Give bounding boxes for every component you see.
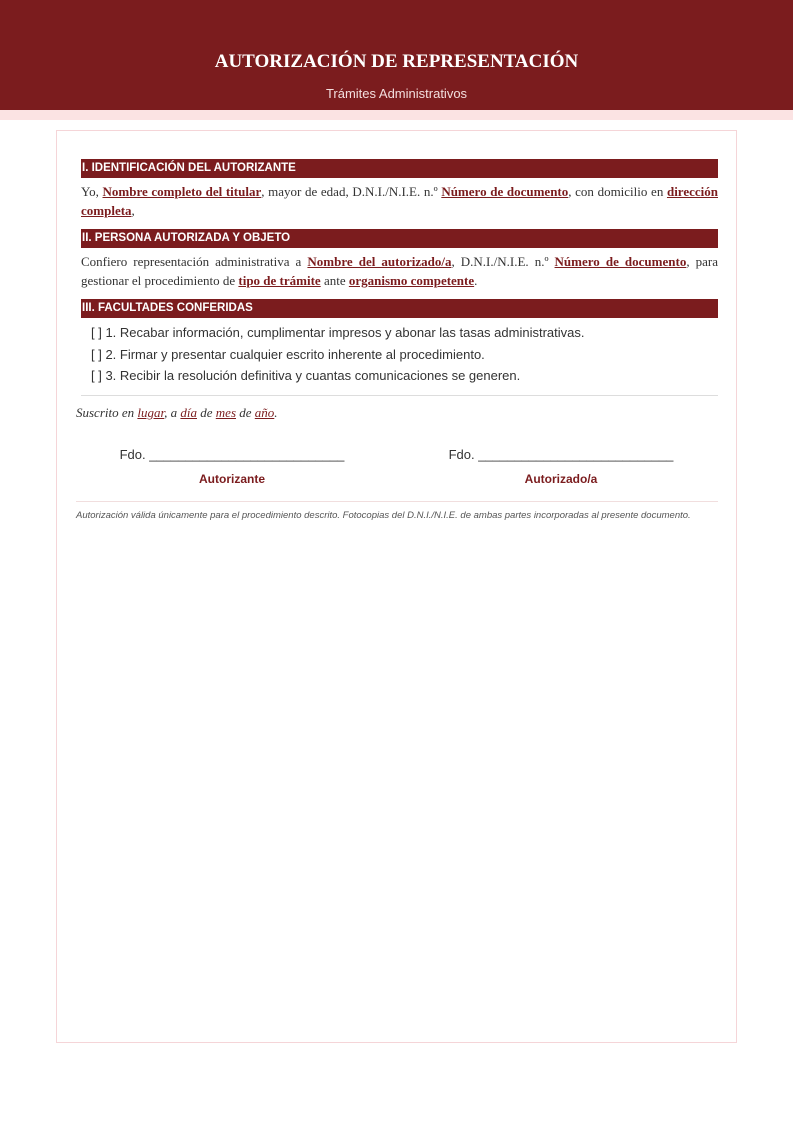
text: , a bbox=[164, 404, 181, 420]
section-heading: III. FACULTADES CONFERIDAS bbox=[81, 299, 718, 318]
field-month[interactable]: mes bbox=[215, 404, 236, 420]
text: , mayor de edad, D.N.I./N.I.E. n.º bbox=[261, 184, 442, 199]
field-holder-id[interactable]: Número de documento bbox=[441, 184, 569, 199]
field-agency[interactable]: organismo competente bbox=[348, 273, 475, 288]
text: Confiero representación administrativa a bbox=[81, 254, 308, 269]
power-checkbox-item[interactable]: [ ] 1. Recabar información, cumplimentar impresos y abonar las tasas administrativas. bbox=[91, 325, 585, 340]
document-subtitle: Trámites Administrativos bbox=[325, 86, 468, 101]
section-heading: II. PERSONA AUTORIZADA Y OBJETO bbox=[81, 229, 718, 248]
field-place[interactable]: lugar bbox=[137, 404, 165, 420]
text: de bbox=[197, 404, 216, 420]
document-title: AUTORIZACIÓN DE REPRESENTACIÓN bbox=[214, 51, 579, 72]
field-holder-name[interactable]: Nombre completo del titular bbox=[102, 184, 262, 199]
field-authorized-name[interactable]: Nombre del autorizado/a bbox=[307, 254, 452, 269]
footer-note: Autorización válida únicamente para el procedimiento descrito. Fotocopias del D.N.I./N.I.E. de ambas partes incorporadas al presente documento. bbox=[76, 501, 718, 524]
text: , para gestionar el procedimiento de bbox=[81, 254, 718, 288]
text: , bbox=[131, 203, 135, 218]
text: . bbox=[474, 273, 478, 288]
signing-date-line bbox=[76, 405, 718, 421]
authorizer-paragraph bbox=[81, 182, 718, 220]
signature-role: Autorizante bbox=[199, 472, 265, 486]
header-accent-strip bbox=[0, 110, 793, 120]
signature-role: Autorizado/a bbox=[524, 472, 598, 486]
divider bbox=[81, 395, 718, 396]
text: Yo, bbox=[81, 184, 103, 199]
text: de bbox=[236, 404, 255, 420]
signature-authorized bbox=[431, 447, 691, 486]
field-year[interactable]: año bbox=[254, 404, 275, 420]
document-page bbox=[56, 130, 737, 1043]
section-heading: I. IDENTIFICACIÓN DEL AUTORIZANTE bbox=[81, 159, 718, 178]
text: Suscrito en bbox=[76, 404, 138, 420]
field-authorized-id[interactable]: Número de documento bbox=[554, 254, 687, 269]
text: ante bbox=[320, 273, 349, 288]
text: , con domicilio en bbox=[568, 184, 667, 199]
text: . bbox=[274, 404, 278, 420]
document-header bbox=[0, 0, 793, 110]
power-checkbox-item[interactable]: [ ] 2. Firmar y presentar cualquier escrito inherente al procedimiento. bbox=[91, 346, 485, 362]
powers-list bbox=[91, 322, 718, 387]
field-day[interactable]: día bbox=[180, 404, 197, 420]
power-checkbox-item[interactable]: [ ] 3. Recibir la resolución definitiva y cuantas comunicaciones se generen. bbox=[91, 368, 521, 383]
authorized-paragraph bbox=[81, 252, 718, 290]
signature-line[interactable]: Fdo. ___________________________ bbox=[119, 447, 345, 462]
field-procedure-type[interactable]: tipo de trámite bbox=[238, 273, 321, 288]
text: , D.N.I./N.I.E. n.º bbox=[451, 254, 555, 269]
field-address[interactable]: dirección completa bbox=[81, 184, 718, 218]
signature-authorizer bbox=[102, 447, 362, 486]
signature-line[interactable]: Fdo. ___________________________ bbox=[448, 447, 674, 462]
